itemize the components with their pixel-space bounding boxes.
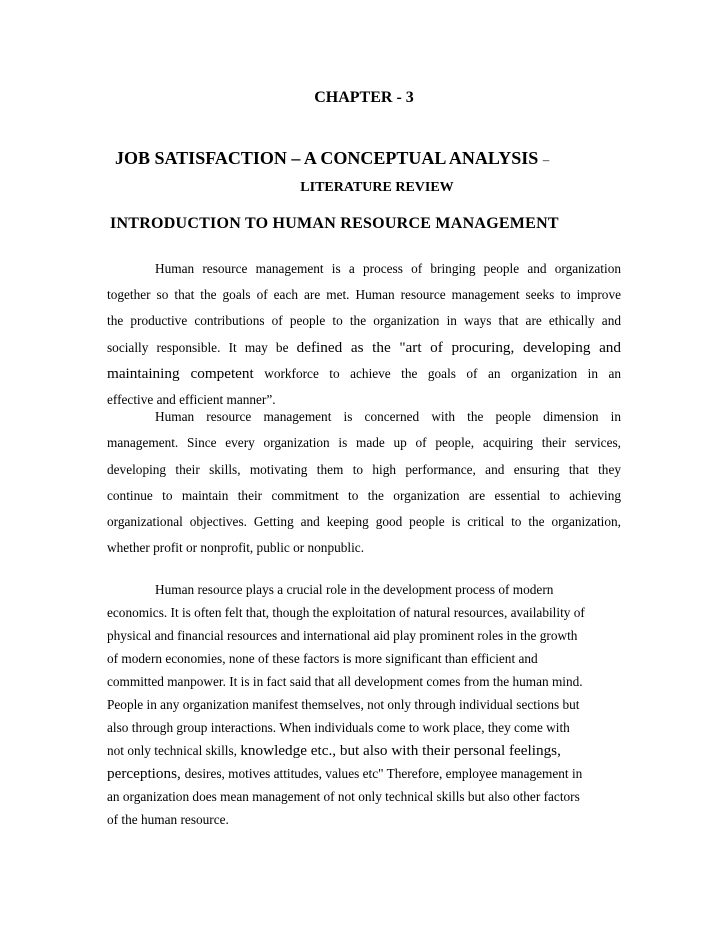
text-line [107,361,621,387]
section-heading: INTRODUCTION TO HUMAN RESOURCE MANAGEMENT [110,215,559,232]
text-run: desires, motives attitudes, values etc" Therefore, employee management in [184,766,583,781]
paragraph-2 [107,404,621,562]
text-line [107,762,621,785]
text-line: an organization does mean management of not only technical skills but also other factors [107,789,580,804]
text-line: physical and financial resources and international aid play prominent roles in the growth [107,628,578,643]
text-line: economics. It is often felt that, though the exploitation of natural resources, availability of [107,605,585,620]
paragraph-3 [107,578,621,831]
text-run: workforce to achieve the goals of an organization in an [253,365,621,381]
text-line: effective and efficient manner”. [107,392,276,408]
text-line: Human resource management is a process of bringing people and organization [155,261,621,276]
text-line: committed manpower. It is in fact said that all development comes from the human mind. [107,674,583,689]
text-line: People in any organization manifest themselves, not only through individual sections but [107,697,580,712]
text-line [107,739,621,762]
paragraph-1 [107,256,621,413]
text-line: whether profit or nonprofit, public or nonpublic. [107,540,365,556]
chapter-subtitle: LITERATURE REVIEW [300,180,454,195]
text-line: Human resource plays a crucial role in the development process of modern [155,582,554,597]
text-line [107,335,621,361]
text-line: management. Since every organization is made up of people, acquiring their services, [107,435,621,451]
text-line: Human resource management is concerned with the people dimension in [155,409,621,424]
text-run: perceptions, [107,765,185,782]
text-line: the productive contributions of people to the organization in ways that are ethically and [107,313,621,329]
text-line: of the human resource. [107,812,229,827]
chapter-title-dash: – [542,152,550,167]
text-line: also through group interactions. When individuals come to work place, they come with [107,720,570,735]
text-run: not only technical skills, [107,743,241,758]
chapter-title-text: JOB SATISFACTION – A CONCEPTUAL ANALYSIS [115,148,539,168]
text-line: organizational objectives. Getting and keeping good people is critical to the organization, [107,514,621,530]
text-line: together so that the goals of each are met. Human resource management seeks to improve [107,287,621,303]
text-run: maintaining competent [107,364,254,382]
text-line: developing their skills, motivating them to high performance, and ensuring that they [107,461,621,477]
chapter-heading: CHAPTER - 3 [314,89,414,106]
text-run: socially responsible. It may be [107,339,297,355]
chapter-title [115,149,549,167]
text-line: continue to maintain their commitment to the organization are essential to achieving [107,487,621,503]
text-run: knowledge etc., but also with their personal feelings, [240,742,561,759]
text-line: of modern economies, none of these factors is more significant than efficient and [107,651,538,666]
text-run: defined as the "art of procuring, developing and [296,338,621,356]
